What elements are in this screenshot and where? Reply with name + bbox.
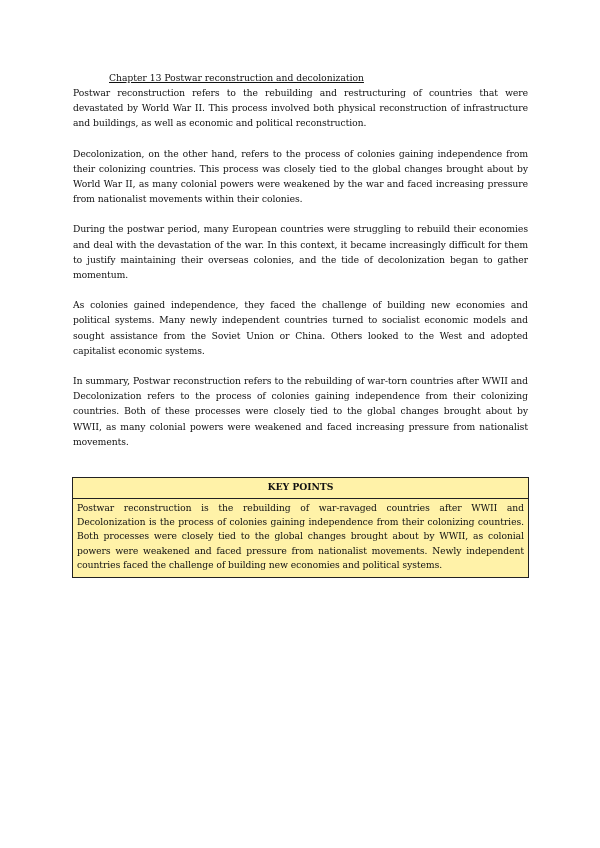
key-points-heading: KEY POINTS bbox=[73, 478, 528, 499]
paragraph-postwar-period: During the postwar period, many European countries were struggling to rebuild their economies and deal with the devastation of the war. In this context, it became increasingly difficult for them to justify maintaining their overseas colonies, and the tide of decolonization began to gather momentum. bbox=[73, 224, 528, 282]
key-points-text: Postwar reconstruction is the rebuilding of war-ravaged countries after WWII and Decolonization is the process of colonies gaining independence from their colonizing countries. Both processes were closely tied to the global changes brought about by WWII, as colonial powers were weakened and faced pressure from nationalist movements. Newly independent countries faced the challenge of building new economies and political systems. bbox=[77, 503, 524, 571]
document-page bbox=[73, 71, 528, 465]
chapter-title: Chapter 13 Postwar reconstruction and decolonization bbox=[109, 73, 364, 84]
key-points-box bbox=[72, 477, 529, 578]
paragraph-decolonization: Decolonization, on the other hand, refers to the process of colonies gaining independence from their colonizing countries. This process was closely tied to the global changes brought about by World War II, as many colonial powers were weakened by the war and faced increasing pressure from nationalist movements within their colonies. bbox=[73, 148, 528, 206]
paragraph-summary: In summary, Postwar reconstruction refers to the rebuilding of war-torn countries after WWII and Decolonization refers to the process of colonies gaining independence from their colonizing countries. Both of these processes were closely tied to the global changes brought about by WWII, as many colonial powers were weakened and faced increasing pressure from nationalist movements. bbox=[73, 376, 528, 448]
paragraph-postwar-reconstruction: Postwar reconstruction refers to the rebuilding and restructuring of countries that were devastated by World War II. This process involved both physical reconstruction of infrastructure and buildings, as well as economic and political reconstruction. bbox=[73, 88, 528, 130]
paragraph-independence-challenges: As colonies gained independence, they faced the challenge of building new economies and political systems. Many newly independent countries turned to socialist economic models and sought assistance from the Soviet Union or China. Others looked to the West and adopted capitalist economic systems. bbox=[73, 300, 528, 357]
